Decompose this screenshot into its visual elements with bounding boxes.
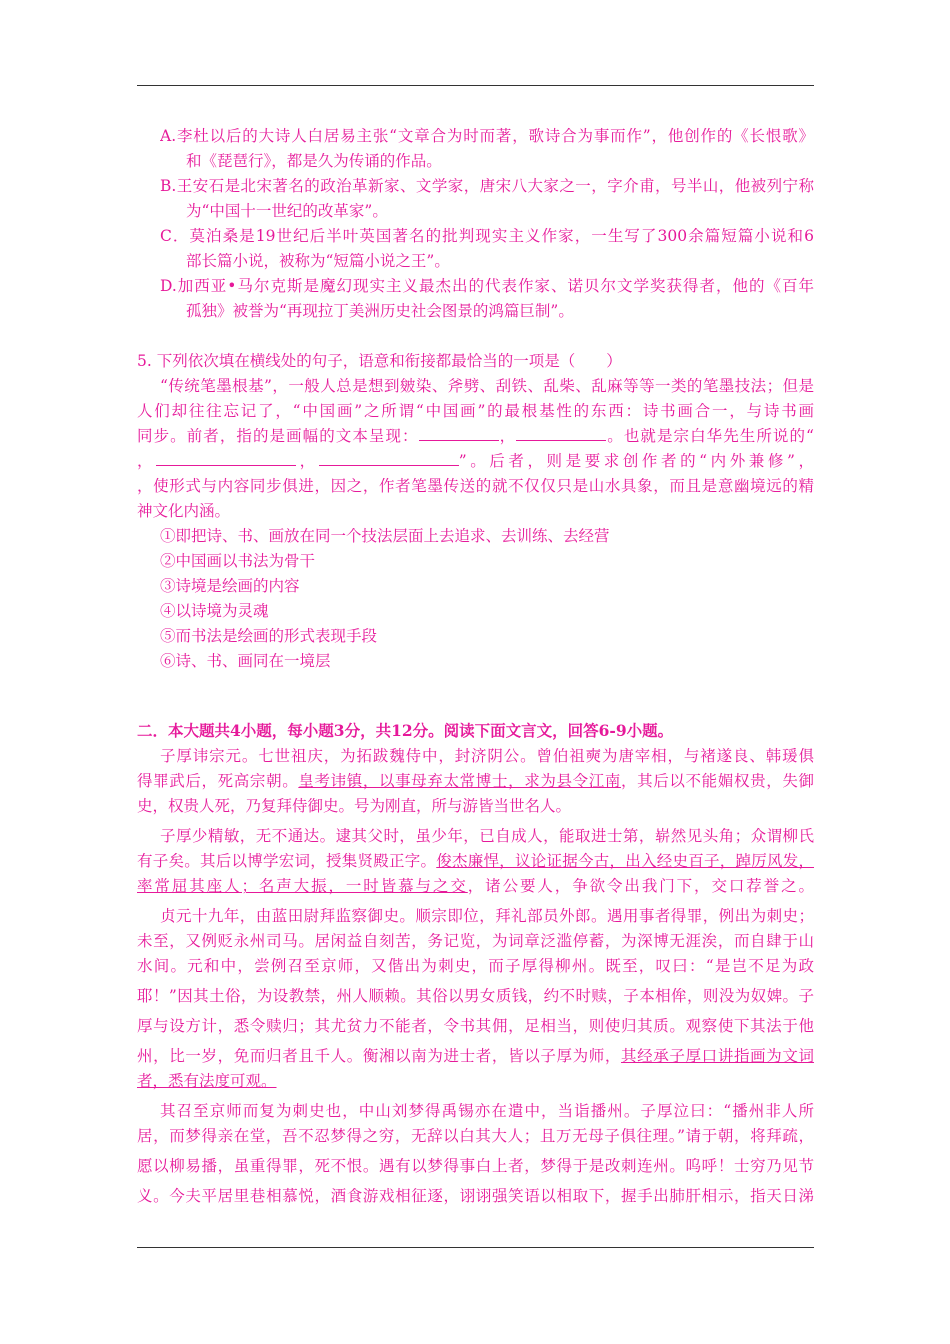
passage-line: 愿以柳易播，虽重得罪，死不恨。遇有以梦得事白上者，梦得于是改刺连州。呜呼！士穷乃见节 — [137, 1157, 814, 1175]
q5-passage-line: “传统笔墨根基”，一般人总是想到皴染、斧劈、刮铁、乱柴、乱麻等等一类的笔墨技法；但是 — [160, 377, 814, 395]
q5-text: ， — [137, 452, 157, 470]
q5-passage-line: 神文化内涵。 — [137, 502, 231, 520]
option-d-line2: 孤独》被誉为“再现拉丁美洲历史社会图景的鸿篇巨制”。 — [186, 302, 574, 320]
q5-item-3: ③诗境是绘画的内容 — [160, 577, 300, 595]
passage-line: 耶！”因其土俗，为设教禁，州人顺赖。其俗以男女质钱，约不时赎，子本相侔，则没为奴婢。子 — [137, 987, 814, 1005]
passage-line — [137, 771, 814, 791]
passage-text: ，其后以不能媚权贵，失御 — [621, 772, 814, 790]
option-a-line2: 和《琵琶行》，都是久为传诵的作品。 — [186, 152, 442, 170]
passage-text: 得罪武后，死高宗朝。 — [137, 772, 299, 790]
passage-line: 未至，又例贬永州司马。居闲益自刻苦，务记览，为词章泛滥停蓄，为深博无涯涘，而自肆于山 — [137, 932, 814, 950]
q5-passage-line: 人们却往往忘记了，“中国画”之所谓“中国画”的最根基性的东西：诗书画合一，与诗书画 — [137, 402, 814, 420]
q5-passage-line: ，使形式与内容同步俱进，因之，作者笔墨传送的就不仅仅只是山水具象，而且是意幽境远的精 — [137, 477, 814, 495]
passage-line — [137, 876, 814, 896]
passage-line — [137, 1071, 814, 1091]
passage-text: 州，比一岁，免而归者且千人。衡湘以南为进士者，皆以子厚为师， — [137, 1047, 622, 1065]
q5-item-5: ⑤而书法是绘画的形式表现手段 — [160, 627, 378, 645]
passage-line: 贞元十九年，由蓝田尉拜监察御史。顺宗即位，拜礼部员外郎。遇用事者得罪，例出为刺史； — [160, 907, 814, 925]
blank-line — [516, 426, 606, 441]
underlined-sentence: 俊杰廉悍，议论证据今古，出入经史百子，踔厉风发， — [436, 852, 814, 870]
option-b-line1: B.王安石是北宋著名的政治革新家、文学家，唐宋八大家之一，字介甫，号半山，他被列宁称 — [160, 177, 814, 195]
q5-text: ， — [296, 452, 319, 470]
underlined-sentence: 皇考讳镇，以事母弃太常博士，求为县令江南 — [298, 772, 622, 790]
passage-line: 水间。元和中，尝例召至京师，又偕出为刺史，而子厚得柳州。既至，叹曰：“是岂不足为政 — [137, 957, 814, 975]
blank-line — [419, 426, 499, 441]
q5-text: 同步。前者，指的是画幅的文本呈现： — [137, 427, 419, 445]
passage-line: 厚与设方计，悉令赎归；其尤贫力不能者，令书其佣，足相当，则使归其质。观察使下其法于他 — [137, 1017, 814, 1035]
q5-item-4: ④以诗境为灵魂 — [160, 602, 269, 620]
passage-line: 子厚讳宗元。七世祖庆，为拓跋魏侍中，封济阴公。曾伯祖奭为唐宰相，与褚遂良、韩瑗俱 — [160, 747, 814, 765]
blank-line — [319, 451, 459, 466]
passage-line: 义。今夫平居里巷相慕悦，酒食游戏相征逐，诩诩强笑语以相取下，握手出肺肝相示，指天日涕 — [137, 1187, 814, 1205]
q5-passage-line — [137, 426, 814, 446]
q5-passage-line — [137, 451, 814, 471]
passage-text: 有子矣。其后以博学宏词，授集贤殿正字。 — [137, 852, 437, 870]
section-heading: 二．本大题共4小题，每小题3分，共12分。阅读下面文言文，回答6-9小题。 — [137, 721, 674, 740]
passage-line: 史，权贵人死，乃复拜侍御史。号为刚直，所与游皆当世名人。 — [137, 797, 572, 815]
underlined-sentence: 者，悉有法度可观。 — [137, 1072, 277, 1090]
q5-text: ”。后者，则是要求创作者的“内外兼修”， — [458, 452, 814, 470]
underlined-sentence: 率常屈其座人；名声大振，一时皆慕与之交 — [137, 877, 468, 895]
q5-text: 。也就是宗白华先生所说的“ — [606, 427, 814, 445]
passage-line: 子厚少精敏，无不通达。逮其父时，虽少年，已自成人，能取进士第，崭然见头角；众谓柳氏 — [160, 827, 814, 845]
option-d-line1: D.加西亚•马尔克斯是魔幻现实主义最杰出的代表作家、诺贝尔文学奖获得者，他的《百年 — [160, 277, 814, 295]
underlined-sentence: 其经承子厚口讲指画为文词 — [621, 1047, 814, 1065]
option-a-line1: A.李杜以后的大诗人白居易主张“文章合为时而著，歌诗合为事而作”，他创作的《长恨歌》 — [160, 127, 814, 145]
passage-line: 居，而梦得亲在堂，吾不忍梦得之穷，无辞以白其大人；且万无母子俱往理。”请于朝，将拜疏， — [137, 1127, 814, 1145]
footer-rule — [137, 1247, 814, 1248]
option-b-line2: 为“中国十一世纪的改革家”。 — [186, 202, 388, 220]
blank-line — [156, 451, 296, 466]
option-c-line1: C．莫泊桑是19世纪后半叶英国著名的批判现实主义作家，一生写了300余篇短篇小说和6 — [160, 227, 814, 245]
q5-item-2: ②中国画以书法为骨干 — [160, 552, 316, 570]
q5-item-6: ⑥诗、书、画同在一境层 — [160, 652, 331, 670]
passage-text: ，诸公要人，争欲令出我门下，交口荐誉之。 — [467, 877, 814, 895]
q5-text: ， — [498, 427, 517, 445]
passage-line — [137, 1046, 814, 1066]
passage-line: 其召至京师而复为刺史也，中山刘梦得禹锡亦在遣中，当诣播州。子厚泣曰：“播州非人所 — [160, 1102, 814, 1120]
passage-line — [137, 851, 814, 871]
q5-stem: 5. 下列依次填在横线处的句子，语意和衔接都最恰当的一项是（ ） — [137, 352, 622, 370]
q5-item-1: ①即把诗、书、画放在同一个技法层面上去追求、去训练、去经营 — [160, 527, 610, 545]
header-rule — [137, 85, 814, 86]
option-c-line2: 部长篇小说，被称为“短篇小说之王”。 — [186, 252, 450, 270]
